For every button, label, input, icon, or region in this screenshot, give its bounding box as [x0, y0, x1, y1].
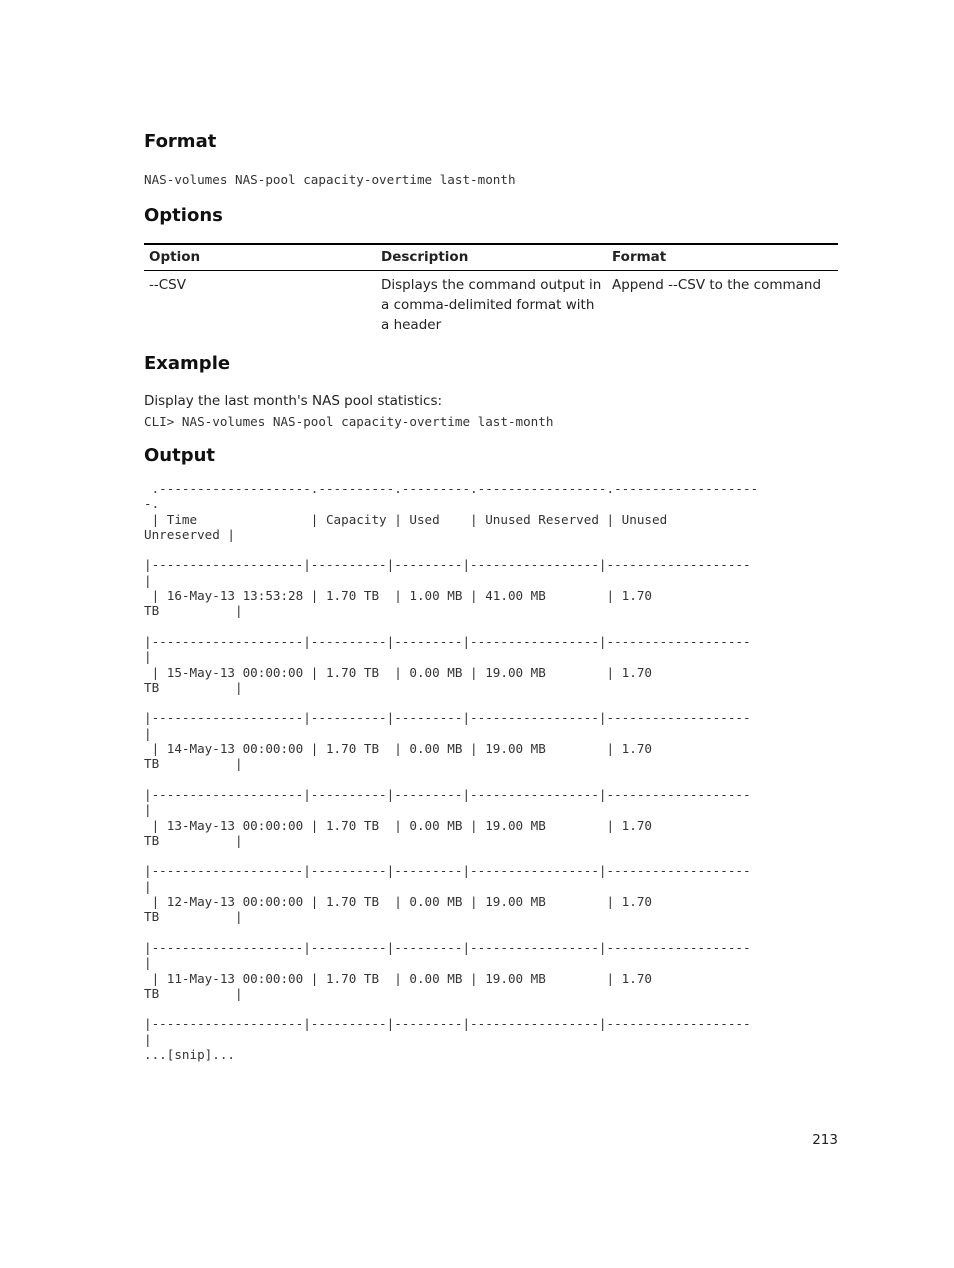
options-col-description: Description [376, 244, 607, 271]
output-line: TB | [144, 603, 243, 619]
output-line: |--------------------|----------|---------|-----------------|------------------- [144, 710, 751, 726]
output-block [144, 481, 838, 1062]
output-line: | [144, 802, 152, 818]
example-heading: Example [144, 353, 231, 374]
output-line: |--------------------|----------|---------|-----------------|------------------- [144, 633, 751, 649]
output-line: -. [144, 496, 160, 512]
output-line: ...[snip]... [144, 1046, 235, 1062]
output-line: | [144, 572, 152, 588]
options-table-header-row [144, 244, 838, 271]
output-line: TB | [144, 679, 243, 695]
output-line: TB | [144, 756, 243, 772]
example-description: Display the last month's NAS pool statistics: [144, 393, 443, 409]
document-page [144, 128, 838, 1062]
output-line: | [144, 878, 152, 894]
output-line: | [144, 725, 152, 741]
output-line: .--------------------.----------.---------.-----------------.------------------- [144, 481, 759, 496]
format-heading: Format [144, 131, 217, 152]
output-line: |--------------------|----------|---------|-----------------|------------------- [144, 939, 751, 955]
option-cell: --CSV [149, 277, 186, 293]
output-line: | [144, 955, 152, 971]
options-col-option: Option [144, 244, 376, 271]
output-line: | 13-May-13 00:00:00 | 1.70 TB | 0.00 MB | 19.00 MB | 1.70 [144, 817, 652, 833]
options-table [144, 243, 838, 335]
output-line: | Time | Capacity | Used | Unused Reserved | Unused [144, 511, 668, 527]
output-line: |--------------------|----------|---------|-----------------|------------------- [144, 786, 751, 802]
output-line: TB | [144, 985, 243, 1001]
description-cell: Displays the command output in a comma-delimited format with a header [381, 277, 602, 333]
output-line: TB | [144, 909, 243, 925]
output-line: | 11-May-13 00:00:00 | 1.70 TB | 0.00 MB | 19.00 MB | 1.70 [144, 970, 652, 986]
output-line: TB | [144, 832, 243, 848]
output-line: |--------------------|----------|---------|-----------------|------------------- [144, 1016, 751, 1032]
options-heading: Options [144, 205, 223, 226]
options-col-format: Format [607, 244, 838, 271]
output-line: |--------------------|----------|---------|-----------------|------------------- [144, 557, 751, 573]
page-number: 213 [812, 1132, 838, 1148]
output-heading: Output [144, 445, 216, 466]
output-line: Unreserved | [144, 526, 235, 542]
output-line: |--------------------|----------|---------|-----------------|------------------- [144, 863, 751, 879]
example-command: CLI> NAS-volumes NAS-pool capacity-overtime last-month [144, 414, 554, 429]
output-line: | [144, 1031, 152, 1047]
output-line: | 14-May-13 00:00:00 | 1.70 TB | 0.00 MB | 19.00 MB | 1.70 [144, 741, 652, 757]
format-syntax: NAS-volumes NAS-pool capacity-overtime last-month [144, 172, 516, 187]
table-row [144, 271, 838, 336]
output-line: | 16-May-13 13:53:28 | 1.70 TB | 1.00 MB | 41.00 MB | 1.70 [144, 588, 652, 604]
format-cell: Append --CSV to the command [612, 277, 822, 293]
output-line: | 12-May-13 00:00:00 | 1.70 TB | 0.00 MB | 19.00 MB | 1.70 [144, 894, 652, 910]
output-line: | 15-May-13 00:00:00 | 1.70 TB | 0.00 MB | 19.00 MB | 1.70 [144, 664, 652, 680]
output-line: | [144, 649, 152, 665]
